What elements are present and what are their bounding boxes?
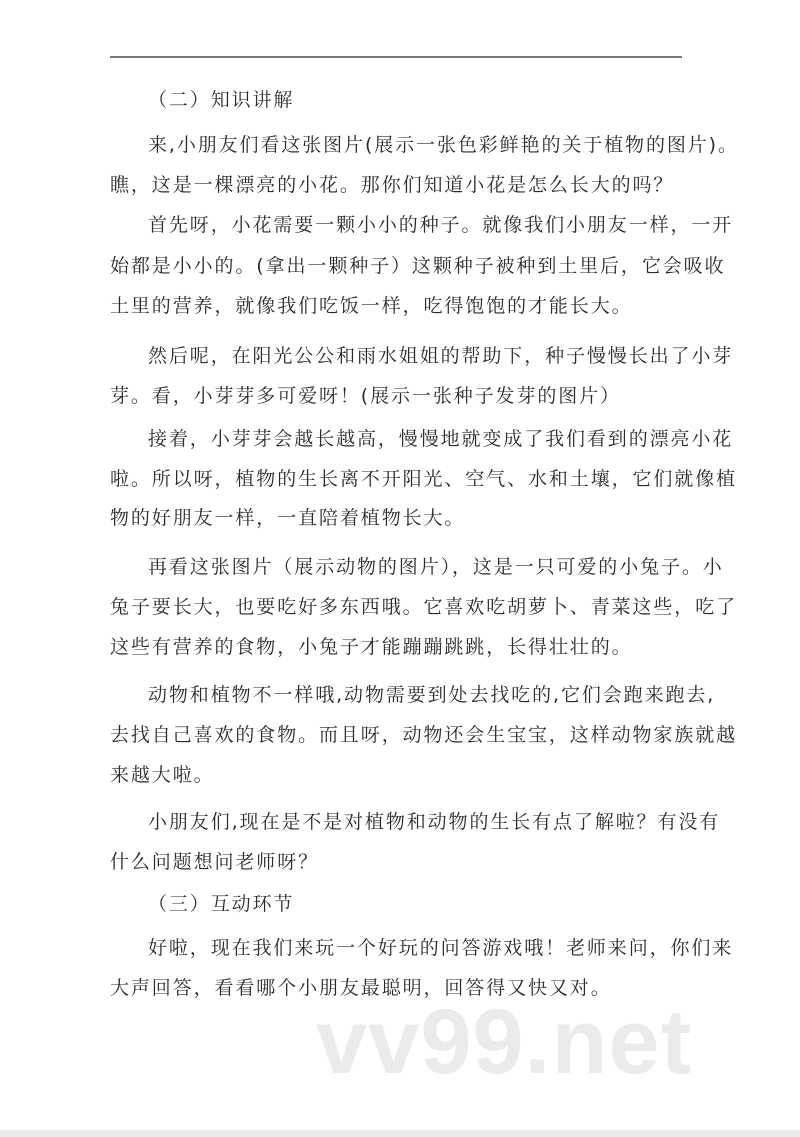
text-line: 再看这张图片（展示动物的图片），这是一只可爱的小兔子。小 bbox=[148, 556, 724, 578]
text-line: 瞧，这是一棵漂亮的小花。那你们知道小花是怎么长大的吗？ bbox=[110, 174, 675, 196]
page-bottom-edge bbox=[0, 1130, 800, 1137]
text-line: 首先呀，小花需要一颗小小的种子。就像我们小朋友一样，一开 bbox=[148, 214, 734, 236]
text-line: 啦。所以呀，植物的生长离不开阳光、空气、水和土壤，它们就像植 bbox=[110, 468, 738, 490]
text-line: 动物和植物不一样哦,动物需要到处去找吃的,它们会跑来跑去, bbox=[148, 684, 716, 706]
section-heading: （三）互动环节 bbox=[148, 893, 295, 915]
text-line: 始都是小小的。(拿出一颗种子）这颗种子被种到土里后，它会吸收 bbox=[110, 255, 726, 277]
text-line: 芽。看，小芽芽多可爱呀！(展示一张种子发芽的图片） bbox=[110, 385, 621, 407]
text-line: 大声回答，看看哪个小朋友最聪明，回答得又快又对。 bbox=[110, 977, 612, 999]
watermark: vv99.net bbox=[316, 991, 693, 1093]
text-line: 来,小朋友们看这张图片(展示一张色彩鲜艳的关于植物的图片)。 bbox=[148, 134, 739, 156]
text-line: 接着，小芽芽会越长越高，慢慢地就变成了我们看到的漂亮小花 bbox=[148, 428, 734, 450]
header-rule bbox=[110, 56, 682, 58]
text-line: 什么问题想问老师呀？ bbox=[110, 851, 320, 873]
text-line: 兔子要长大，也要吃好多东西哦。它喜欢吃胡萝卜、青菜这些，吃了 bbox=[110, 596, 738, 618]
text-line: 小朋友们,现在是不是对植物和动物的生长有点了解啦？有没有 bbox=[148, 811, 721, 833]
text-line: 来越大啦。 bbox=[110, 764, 215, 786]
text-line: 这些有营养的食物，小兔子才能蹦蹦跳跳，长得壮壮的。 bbox=[110, 636, 633, 658]
text-line: 物的好朋友一样，一直陪着植物长大。 bbox=[110, 507, 466, 529]
text-line: 好啦，现在我们来玩一个好玩的问答游戏哦！老师来问，你们来 bbox=[148, 937, 734, 959]
text-line: 去找自己喜欢的食物。而且呀，动物还会生宝宝，这样动物家族就越 bbox=[110, 724, 738, 746]
text-line: 然后呢，在阳光公公和雨水姐姐的帮助下，种子慢慢长出了小芽 bbox=[148, 345, 734, 367]
text-line: 土里的营养，就像我们吃饭一样，吃得饱饱的才能长大。 bbox=[110, 295, 633, 317]
section-heading: （二）知识讲解 bbox=[148, 89, 295, 111]
